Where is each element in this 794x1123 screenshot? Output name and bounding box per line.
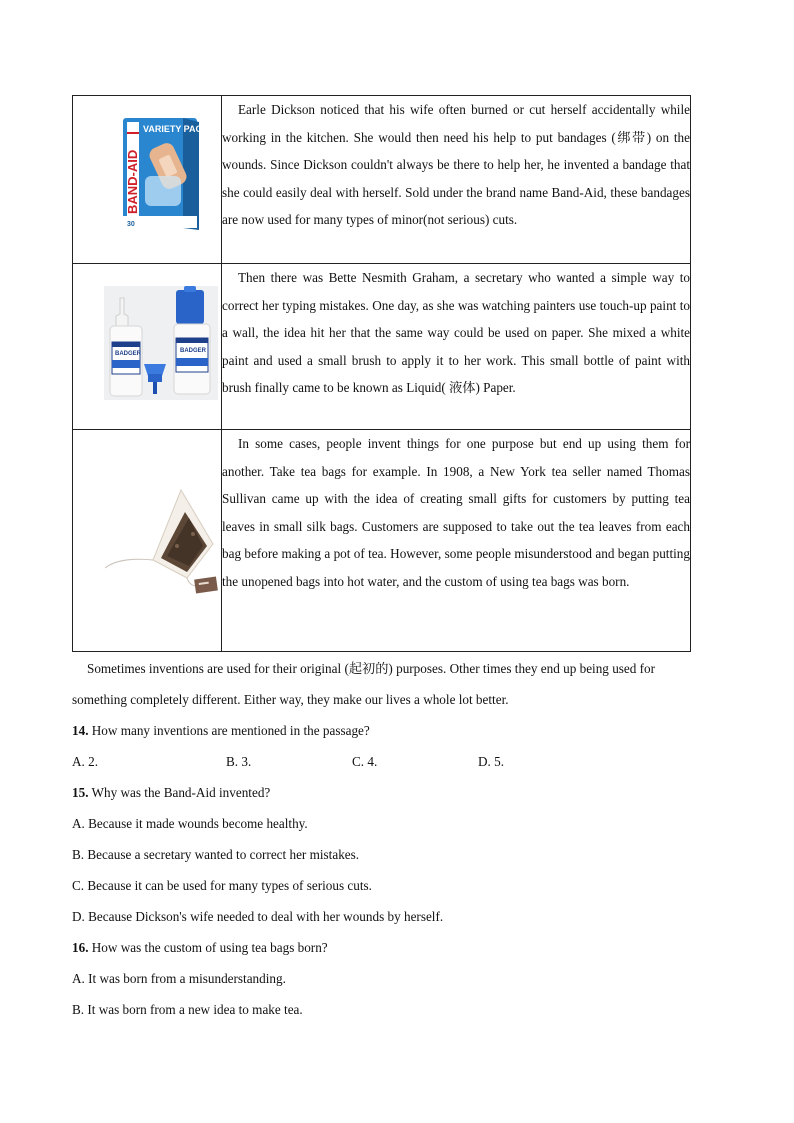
question-text: How was the custom of using tea bags born? — [91, 940, 328, 955]
image-cell — [73, 264, 222, 430]
question-number: 14. — [72, 723, 89, 738]
text-cell — [222, 96, 691, 264]
option-a[interactable]: A. It was born from a misunderstanding. — [72, 971, 286, 986]
option-b[interactable]: B. Because a secretary wanted to correct her mistakes. — [72, 847, 360, 862]
closing-paragraph: Sometimes inventions are used for their original (起初的) purposes. Other times they end up being used for something completely different. Either way, they make our lives a whole lot better. — [72, 661, 656, 707]
table-row — [73, 96, 691, 264]
invention-text: In some cases, people invent things for one purpose but end up using them for another. Take tea bags for example. In 1908, a New York tea seller named Thomas Sullivan came up with the idea of creating small gifts for customers by putting tea leaves in small silk bags. Customers are supposed to take out the tea leaves from each bag before making a pot of tea. However, some people misunderstood and began putting the unopened bags into hot water, and the custom of using tea bags was born. — [222, 436, 690, 589]
option-a[interactable]: A. 2. — [72, 754, 99, 769]
option-a[interactable]: A. Because it made wounds become healthy. — [72, 816, 308, 831]
question-15 — [72, 777, 692, 808]
text-cell — [222, 430, 691, 652]
invention-text: Earle Dickson noticed that his wife often burned or cut herself accidentally while working in the kitchen. She would then need his help to put bandages (绑带) on the wounds. Since Dickson couldn't always be there to help her, he invented a bandage that she could easily deal with herself. Sold under the brand name Band-Aid, these bandages are now used for many types of minor(not serious) cuts. — [222, 102, 690, 228]
box-count: 30 — [127, 221, 135, 228]
image-cell — [73, 96, 222, 264]
table-row — [73, 430, 691, 652]
inventions-table — [72, 95, 691, 652]
box-brand: BAND-AID — [125, 149, 140, 214]
question-text: How many inventions are mentioned in the passage? — [91, 723, 370, 738]
question-text: Why was the Band-Aid invented? — [91, 785, 271, 800]
question-14 — [72, 715, 692, 746]
closing-section — [72, 653, 692, 715]
bottle-label-left: BADGER — [115, 351, 142, 357]
option-b[interactable]: B. It was born from a new idea to make tea. — [72, 1002, 303, 1017]
invention-text: Then there was Bette Nesmith Graham, a secretary who wanted a simple way to correct her typing mistakes. One day, as she was watching painters use touch-up paint to a wall, the idea hit her that the same way could be used on paper. She mixed a white paint and used a small brush to apply it to her work. This small bottle of paint with brush finally came to be known as Liquid( 液体) Paper. — [222, 270, 690, 396]
questions-section — [72, 715, 692, 1025]
option-d[interactable]: D. 5. — [478, 754, 505, 769]
question-number: 16. — [72, 940, 89, 955]
band-aid-box-image — [121, 116, 209, 232]
table-row — [73, 264, 691, 430]
option-c[interactable]: C. 4. — [352, 754, 378, 769]
box-label: VARIETY PACK — [143, 124, 209, 134]
option-c[interactable]: C. Because it can be used for many types of serious cuts. — [72, 878, 372, 893]
question-number: 15. — [72, 785, 89, 800]
option-b[interactable]: B. 3. — [226, 754, 252, 769]
text-cell — [222, 264, 691, 430]
tea-bag-image — [103, 488, 221, 596]
question-16 — [72, 932, 692, 963]
image-cell — [73, 430, 222, 652]
liquid-paper-bottles-image — [104, 286, 218, 400]
question-14-options — [72, 746, 692, 777]
bottle-label-right: BADGER — [180, 348, 207, 354]
option-d[interactable]: D. Because Dickson's wife needed to deal with her wounds by herself. — [72, 909, 444, 924]
